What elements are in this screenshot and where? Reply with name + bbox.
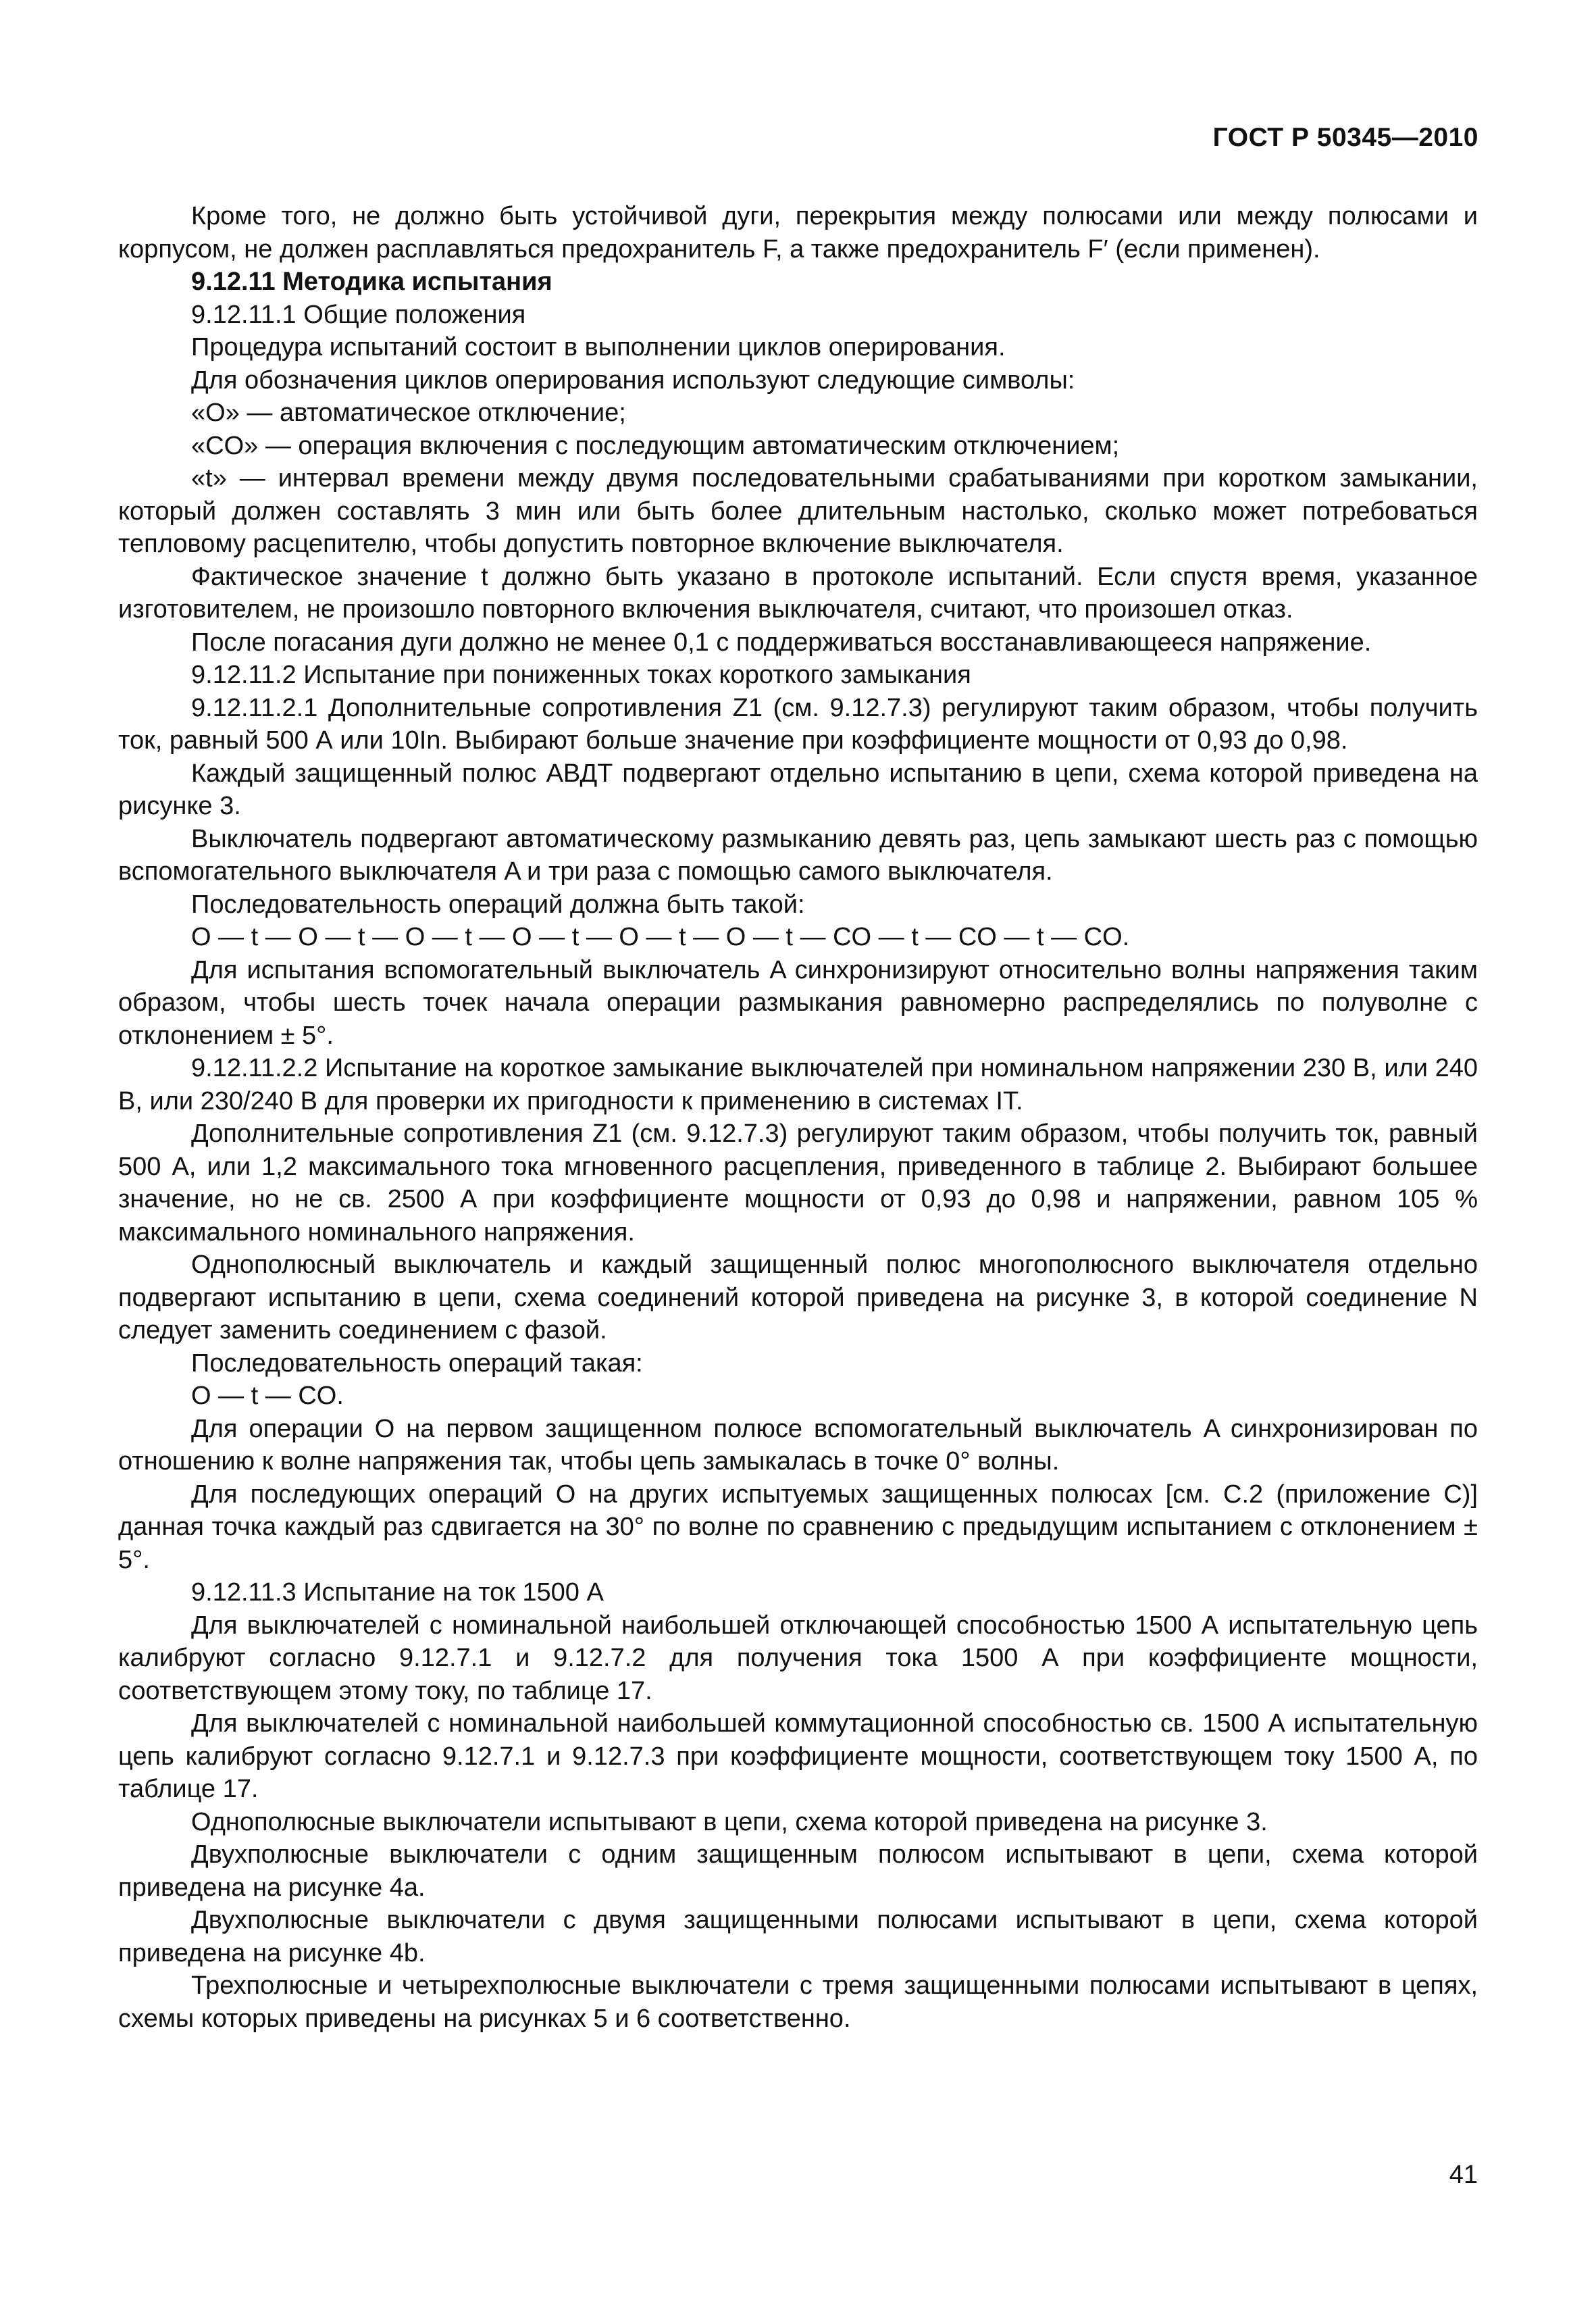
paragraph: Однополюсный выключатель и каждый защищенный полюс многополюсного выключателя отдельно подвергают испытанию в цепи, схема соединений которой приведена на рисунке 3, в которой соединение N следует заменить соединением с фазой. [118, 1251, 1478, 1344]
paragraph: Однополюсные выключатели испытывают в цепи, схема которой приведена на рисунке 3. [191, 1807, 1268, 1836]
paragraph: Последовательность операций должна быть такой: [191, 890, 805, 919]
subsection-heading: 9.12.11.3 Испытание на ток 1500 А [191, 1578, 604, 1607]
paragraph: Выключатель подвергают автоматическому размыканию девять раз, цепь замыкают шесть раз с помощью вспомогательного выключателя A и три раза с помощью самого выключателя. [118, 824, 1478, 886]
paragraph: 9.12.11.2.2 Испытание на короткое замыкание выключателей при номинальном напряжении 230 В, или 240 В, или 230/240 В для проверки их пригодности к применению в системах IT. [118, 1054, 1478, 1115]
paragraph: Для выключателей с номинальной наибольшей коммутационной способностью св. 1500 А испытательную цепь калибруют согласно 9.12.7.1 и 9.12.7.3 при коэффициенте мощности, соответствующем току 1500 А, по таблице 17. [118, 1709, 1478, 1803]
paragraph: Двухполюсные выключатели с одним защищенным полюсом испытывают в цепи, схема которой приведена на рисунке 4а. [118, 1840, 1478, 1902]
paragraph: Для операции O на первом защищенном полюсе вспомогательный выключатель A синхронизирован по отношению к волне напряжения так, чтобы цепь замыкалась в точке 0° волны. [118, 1414, 1478, 1476]
paragraph: Для испытания вспомогательный выключатель A синхронизируют относительно волны напряжения таким образом, чтобы шесть точек начала операции размыкания равномерно распределялись по полуволне с отклонением ± 5°. [118, 955, 1478, 1050]
symbol-definition: «CO» — операция включения с последующим автоматическим отключением; [191, 431, 1120, 460]
paragraph: 9.12.11.2.1 Дополнительные сопротивления Z1 (см. 9.12.7.3) регулируют таким образом, чтобы получить ток, равный 500 А или 10In. Выбирают больше значение при коэффициенте мощности от 0,93 до 0,98. [118, 693, 1478, 755]
paragraph: После погасания дуги должно не менее 0,1 с поддерживаться восстанавливающееся напряжение. [191, 628, 1372, 657]
symbol-definition: «t» — интервал времени между двумя последовательными срабатываниями при коротком замыкании, который должен составлять 3 мин или быть более длительным настолько, сколько может потребоваться тепловому расцепителю, чтобы допустить повторное включение выключателя. [118, 464, 1478, 558]
paragraph: Двухполюсные выключатели с двумя защищенными полюсами испытывают в цепи, схема которой приведена на рисунке 4b. [118, 1906, 1478, 1967]
paragraph: Для обозначения циклов оперирования используют следующие символы: [191, 366, 1075, 395]
paragraph: Дополнительные сопротивления Z1 (см. 9.12.7.3) регулируют таким образом, чтобы получить ток, равный 500 А, или 1,2 максимального тока мгновенного расцепления, приведенного в таблице 2. Выбирают большее значение, но не св. 2500 А при коэффициенте мощности от 0,93 до 0,98 и напряжении, равном 105 % максимального номинального напряжения. [118, 1120, 1478, 1247]
paragraph: Для последующих операций O на других испытуемых защищенных полюсах [см. С.2 (приложение С)] данная точка каждый раз сдвигается на 30° по волне по сравнению с предыдущим испытанием с отклонением ± 5°. [118, 1480, 1478, 1574]
paragraph: Каждый защищенный полюс АВДТ подвергают отдельно испытанию в цепи, схема которой приведена на рисунке 3. [118, 759, 1478, 820]
subsection-heading: 9.12.11.2 Испытание при пониженных токах короткого замыкания [191, 661, 971, 689]
operation-sequence: O — t — CO. [191, 1382, 344, 1410]
paragraph: Для выключателей с номинальной наибольшей отключающей способностью 1500 А испытательную цепь калибруют согласно 9.12.7.1 и 9.12.7.2 для получения тока 1500 А при коэффициенте мощности, соответствующем этому току, по таблице 17. [118, 1611, 1478, 1705]
page-number: 41 [1449, 2161, 1478, 2189]
paragraph: Кроме того, не должно быть устойчивой дуги, перекрытия между полюсами или между полюсами и корпусом, не должен расплавляться предохранитель F, а также предохранитель F′ (если применен). [118, 202, 1478, 263]
paragraph: Трехполюсные и четырехполюсные выключатели с тремя защищенными полюсами испытывают в цепях, схемы которых приведены на рисунках 5 и 6 соответственно. [118, 1971, 1478, 2033]
paragraph: Процедура испытаний состоит в выполнении циклов оперирования. [191, 333, 1006, 361]
page-body [118, 200, 1478, 2035]
operation-sequence: O — t — O — t — O — t — O — t — O — t — O — t — CO — t — CO — t — CO. [191, 923, 1130, 951]
symbol-definition: «O» — автоматическое отключение; [191, 399, 626, 427]
paragraph: Последовательность операций такая: [191, 1349, 643, 1378]
section-heading: 9.12.11 Методика испытания [191, 268, 552, 296]
document-header: ГОСТ Р 50345—2010 [1212, 123, 1478, 152]
subsection-heading: 9.12.11.1 Общие положения [191, 300, 526, 329]
paragraph: Фактическое значение t должно быть указано в протоколе испытаний. Если спустя время, указанное изготовителем, не произошло повторного включения выключателя, считают, что произошел отказ. [118, 562, 1478, 624]
